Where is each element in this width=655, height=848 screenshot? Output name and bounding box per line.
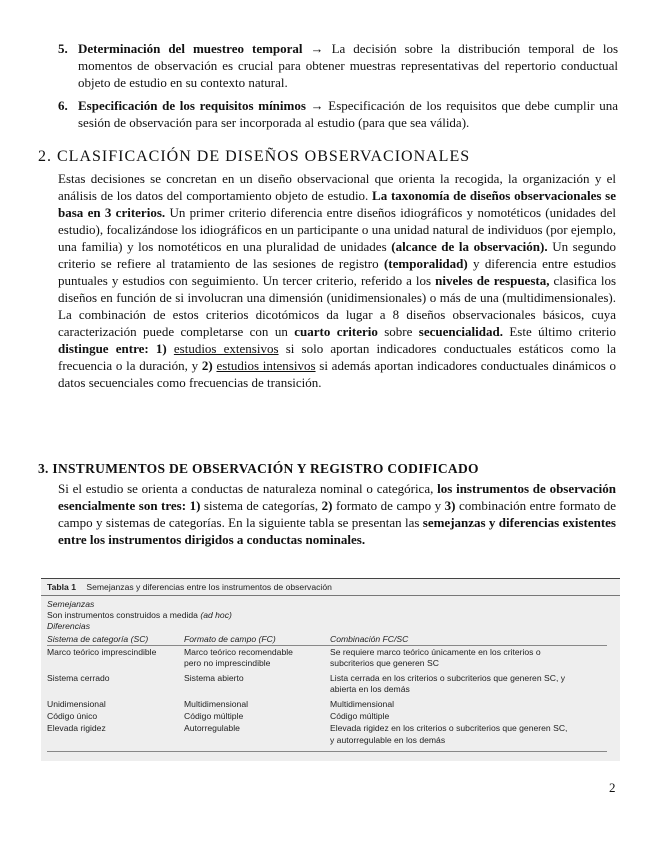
bold-run: niveles de respuesta, <box>435 273 550 288</box>
comparison-table <box>41 578 620 761</box>
bold-run: (alcance de la observación). <box>391 239 548 254</box>
item-number: 5. <box>58 41 68 56</box>
section-2-paragraph <box>58 170 616 391</box>
bold-run: semejanzas y diferencias existentes entre los instrumentos dirigidos a conductas nominales. <box>58 515 616 547</box>
table-cell: subcriterios que generen SC <box>330 658 439 668</box>
text-run: si además aportan indicadores conductuales dinámicos o datos secuenciales como frecuencias de transición. <box>58 358 617 390</box>
text-run: clasifica los diseños en función de si involucran una dimensión (unidimensionales) o más de una (multidimensionales). La combinación de estos criterios dicotómicos da lugar a 8 diseños observacionales básicos, cuya caracterización puede completarse con un <box>58 273 616 339</box>
arrow-icon: → <box>310 41 324 56</box>
table-cell: Marco teórico recomendable <box>184 647 293 657</box>
table-cell: Lista cerrada en los criterios o subcriterios que generen SC, y <box>330 673 566 683</box>
bold-run: 2) <box>321 498 333 513</box>
caption-divider <box>41 595 620 596</box>
table-cell: Código único <box>47 711 98 721</box>
col-header-sc: Sistema de categoría (SC) <box>47 634 149 644</box>
item-text: Especificación de los requisitos que debe cumplir una sesión de observación para ser incorporada al estudio (para que sea válida). <box>78 98 619 130</box>
section-3-heading: 3. INSTRUMENTOS DE OBSERVACIÓN Y REGISTRO CODIFICADO <box>38 461 479 476</box>
text-run: Un segundo criterio se refiere al tratamiento de las sesiones de registro <box>58 239 617 271</box>
text-run: y diferencia entre estudios puntuales y estudios con seguimiento. Un tercer criterio, referido a los <box>58 256 617 288</box>
item-title: Determinación del muestreo temporal <box>78 41 303 56</box>
item-number: 6. <box>58 98 68 113</box>
bold-run: La taxonomía de diseños observacionales se basa en 3 criterios. <box>58 188 617 220</box>
text-run: Estas decisiones se concretan en un diseño observacional que orienta la recogida, la organización y el análisis de los datos del comportamiento objeto de estudio. <box>58 171 616 203</box>
section-2-heading: 2. CLASIFICACIÓN DE DISEÑOS OBSERVACIONALES <box>38 148 471 165</box>
semejanzas-label: Semejanzas <box>47 599 95 609</box>
table-cell: Sistema abierto <box>184 673 244 683</box>
underlined-term: estudios extensivos <box>173 341 279 356</box>
col-header-fc: Formato de campo (FC) <box>184 634 276 644</box>
text-run: Un primer criterio diferencia entre diseños idiográficos y nomotéticos (unidades del estudio), focalizándose los idiográficos en un participante o una unidad natural de individuos (por ejemplo, una familia) y los nomotéticos en una pluralidad de unidades <box>58 205 617 254</box>
bold-run: secuencialidad. <box>418 324 503 339</box>
table-cell: Sistema cerrado <box>47 673 110 683</box>
col-header-fcsc: Combinación FC/SC <box>330 634 409 644</box>
page-number: 2 <box>609 780 616 795</box>
text-run: combinación entre formato de campo y sistemas de categorías. En la siguiente tabla se presentan las <box>58 498 617 530</box>
table-cell: Autorregulable <box>184 723 240 733</box>
text-run: formato de campo y <box>336 498 442 513</box>
table-cell: Marco teórico imprescindible <box>47 647 157 657</box>
table-cell: Unidimensional <box>47 699 106 709</box>
text-run: si solo aportan indicadores conductuales estáticos como la frecuencia o la duración, y <box>58 341 617 373</box>
bold-run: cuarto criterio <box>294 324 378 339</box>
table-caption <box>47 582 332 593</box>
table-cell: Código múltiple <box>184 711 244 721</box>
table-cell: Elevada rigidez en los criterios o subcriterios que generen SC, <box>330 723 568 733</box>
table-title: Semejanzas y diferencias entre los instrumentos de observación <box>86 582 332 592</box>
text-run: Este último criterio <box>509 324 616 339</box>
underlined-term: estudios intensivos <box>216 358 316 373</box>
table-label: Tabla 1 <box>47 582 76 592</box>
semejanza-text-italic: (ad hoc) <box>200 610 232 620</box>
table-cell: y autorregulable en los demás <box>330 735 446 745</box>
arrow-icon: → <box>310 98 324 113</box>
list-item-5 <box>58 40 618 91</box>
table-cell: Se requiere marco teórico únicamente en los criterios o <box>330 647 541 657</box>
bold-run: los instrumentos de observación esencialmente son tres: 1) <box>58 481 617 513</box>
item-text: La decisión sobre la distribución temporal de los momentos de observación es crucial para obtener muestras representativas del repertorio conductual objeto de estudio en su contexto natural. <box>78 41 618 90</box>
table-cell: Multidimensional <box>330 699 395 709</box>
table-cell: Elevada rigidez <box>47 723 106 733</box>
table-cell: pero no imprescindible <box>184 658 271 668</box>
bold-run: 2) <box>201 358 213 373</box>
table-bottom-rule <box>47 751 607 752</box>
list-item-6 <box>58 97 618 131</box>
semejanza-row <box>47 610 232 621</box>
bold-run: distingue entre: 1) <box>58 341 167 356</box>
table-cell: Código múltiple <box>330 711 390 721</box>
table-cell: Multidimensional <box>184 699 249 709</box>
text-run: sobre <box>384 324 413 339</box>
semejanza-text: Son instrumentos construidos a medida <box>47 610 198 620</box>
diferencias-label: Diferencias <box>47 621 90 631</box>
section-3-paragraph <box>58 480 616 548</box>
header-divider <box>47 645 607 646</box>
bold-run: (temporalidad) <box>383 256 468 271</box>
item-title: Especificación de los requisitos mínimos <box>78 98 306 113</box>
table-cell: abierta en los demás <box>330 684 410 694</box>
text-run: Si el estudio se orienta a conductas de naturaleza nominal o categórica, <box>58 481 434 496</box>
bold-run: 3) <box>444 498 456 513</box>
text-run: sistema de categorías, <box>203 498 319 513</box>
